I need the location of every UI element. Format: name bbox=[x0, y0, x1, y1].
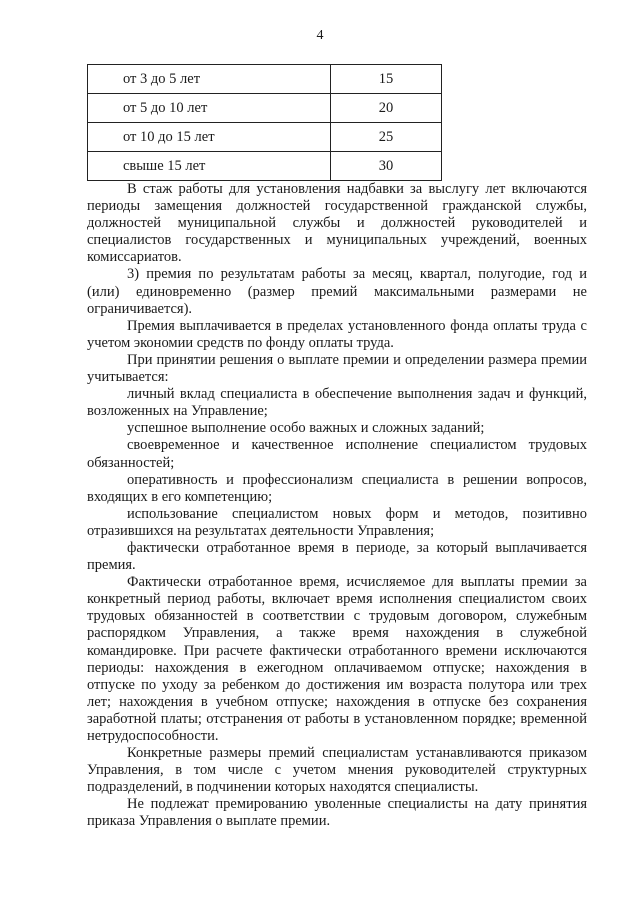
criterion-personal-contribution: личный вклад специалиста в обеспечение выполнения задач и функций, возложенных на Управление; bbox=[87, 386, 587, 420]
table-row bbox=[88, 152, 442, 181]
document-body bbox=[87, 181, 587, 831]
table-cell-value: 15 bbox=[331, 65, 442, 94]
criterion-new-methods: использование специалистом новых форм и методов, позитивно отразившихся на результатах деятельности Управления; bbox=[87, 505, 587, 539]
seniority-bonus-table bbox=[87, 64, 442, 181]
paragraph-bonus-fund: Премия выплачивается в пределах установленного фонда оплаты труда с учетом экономии средств по фонду оплаты труда. bbox=[87, 317, 587, 351]
table-cell-period: от 3 до 5 лет bbox=[88, 65, 331, 94]
paragraph-bonus-item-3: 3) премия по результатам работы за месяц, квартал, полугодие, год и (или) единовременно (размер премий максимальными размерами не ограничивается). bbox=[87, 266, 587, 317]
table-cell-period: свыше 15 лет bbox=[88, 152, 331, 181]
criterion-professionalism: оперативность и профессионализм специалиста в решении вопросов, входящих в его компетенцию; bbox=[87, 471, 587, 505]
paragraph-seniority-periods: В стаж работы для установления надбавки за выслугу лет включаются периоды замещения должностей государственной гражданской службы, должностей муниципальной службы и должностей руководителей и специалистов государственных и муниципальных учреждений, военных комиссариатов. bbox=[87, 181, 587, 266]
table-cell-value: 30 bbox=[331, 152, 442, 181]
table-row bbox=[88, 123, 442, 152]
criterion-time-worked: фактически отработанное время в периоде, за который выплачивается премия. bbox=[87, 539, 587, 574]
table-cell-period: от 5 до 10 лет bbox=[88, 94, 331, 123]
paragraph-time-worked-definition: Фактически отработанное время, исчисляемое для выплаты премии за конкретный период работы, включает время исполнения специалистом своих трудовых обязанностей в соответствии с трудовым договором, служебным распорядком Управления, а также время нахождения в служебной командировке. При расчете фактически отработанного времени исключаются периоды: нахождения в ежегодном оплачиваемом отпуске; нахождения в отпуске по уходу за ребенком до достижения им возраста полутора или трех лет; нахождения в учебном отпуске; нахождения в отпуске без сохранения заработной платы; отстранения от работы в установленном порядке; временной нетрудоспособности. bbox=[87, 574, 587, 744]
criterion-timely-duties: своевременное и качественное исполнение специалистом трудовых обязанностей; bbox=[87, 437, 587, 471]
table-row bbox=[88, 65, 442, 94]
criterion-important-tasks: успешное выполнение особо важных и сложных заданий; bbox=[127, 420, 485, 437]
table-cell-value: 25 bbox=[331, 123, 442, 152]
paragraph-bonus-criteria-intro: При принятии решения о выплате премии и определении размера премии учитывается: bbox=[87, 351, 587, 386]
page-number: 4 bbox=[316, 28, 324, 43]
table-cell-value: 20 bbox=[331, 94, 442, 123]
table-row bbox=[88, 94, 442, 123]
table-cell-period: от 10 до 15 лет bbox=[88, 123, 331, 152]
paragraph-dismissed-exclusion: Не подлежат премированию уволенные специалисты на дату принятия приказа Управления о выплате премии. bbox=[87, 796, 587, 830]
paragraph-bonus-amounts-order: Конкретные размеры премий специалистам устанавливаются приказом Управления, в том числе с учетом мнения руководителей структурных подразделений, в подчинении которых находятся специалисты. bbox=[87, 745, 587, 796]
